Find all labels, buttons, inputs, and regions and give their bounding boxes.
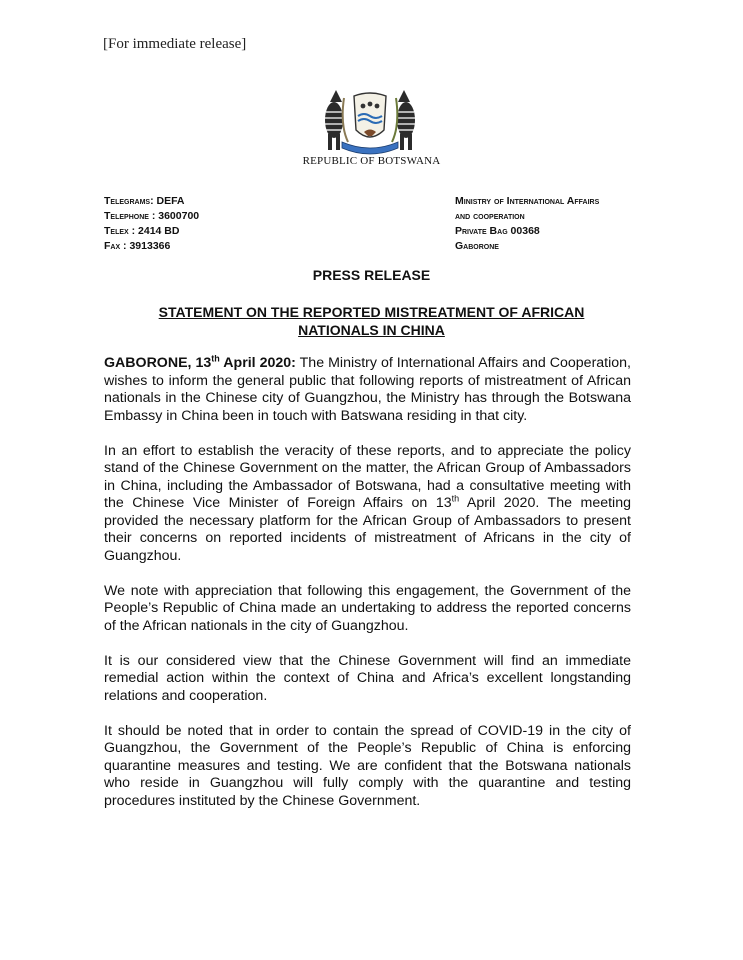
telegrams-line: Telegrams: DEFA — [104, 195, 185, 207]
statement-headline — [0, 303, 743, 339]
telephone-line: Telephone : 3600700 — [104, 210, 200, 222]
headline-line2: NATIONALS IN CHINA — [298, 322, 445, 338]
paragraph-1-text: The Ministry of International Affairs and Cooperation, wishes to inform the general public that following reports of mistreatment of African nationals in the Chinese city of Guangzhou, the Ministry has through the Botswana Embassy in China been in touch with Batswana residing in that city. — [104, 355, 631, 424]
release-note: [For immediate release] — [103, 36, 247, 52]
postal-address: Private Bag 00368 — [455, 225, 540, 237]
telex-line: Telex : 2414 BD — [104, 225, 180, 237]
release-body — [104, 355, 631, 828]
country-name: REPUBLIC OF BOTSWANA — [302, 155, 441, 167]
paragraph-5: It should be noted that in order to contain the spread of COVID-19 in the city of Guangzhou, the Government of the People’s Republic of China is enforcing quarantine measures and testing. We are confident that the Botswana nationals who reside in Guangzhou will fully comply with the quarantine and testing procedures instituted by the Chinese Government. — [104, 722, 631, 809]
city: Gaborone — [455, 240, 499, 252]
contact-details — [104, 194, 199, 254]
dateline: GABORONE, 13th April 2020: — [104, 353, 296, 371]
paragraph-1 — [104, 355, 631, 425]
headline-line1: STATEMENT ON THE REPORTED MISTREATMENT OF AFRICAN — [158, 304, 585, 320]
fax-line: Fax : 3913366 — [104, 240, 171, 252]
ministry-name-line2: and cooperation — [455, 210, 525, 222]
paragraph-2: In an effort to establish the veracity of these reports, and to appreciate the policy stand of the Chinese Government on the matter, the African Group of Ambassadors in China, including the Ambassador of Botswana, had a consultative meeting with the Chinese Vice Minister of Foreign Affairs on 13th April 2020. The meeting provided the necessary platform for the African Group of Ambassadors to present their concerns on reported incidents of mistreatment of Africans in the city of Guangzhou. — [104, 442, 631, 564]
paragraph-4: It is our considered view that the Chinese Government will find an immediate remedial action within the context of China and Africa’s excellent longstanding relations and cooperation. — [104, 652, 631, 704]
coat-of-arms-icon — [314, 80, 426, 156]
ministry-name-line1: Ministry of International Affairs — [455, 195, 600, 207]
ministry-address — [455, 194, 599, 254]
document-title: PRESS RELEASE — [312, 267, 431, 283]
paragraph-3: We note with appreciation that following this engagement, the Government of the People’s Republic of China made an undertaking to address the reported concerns of the African nationals in the city of Guangzhou. — [104, 582, 631, 634]
